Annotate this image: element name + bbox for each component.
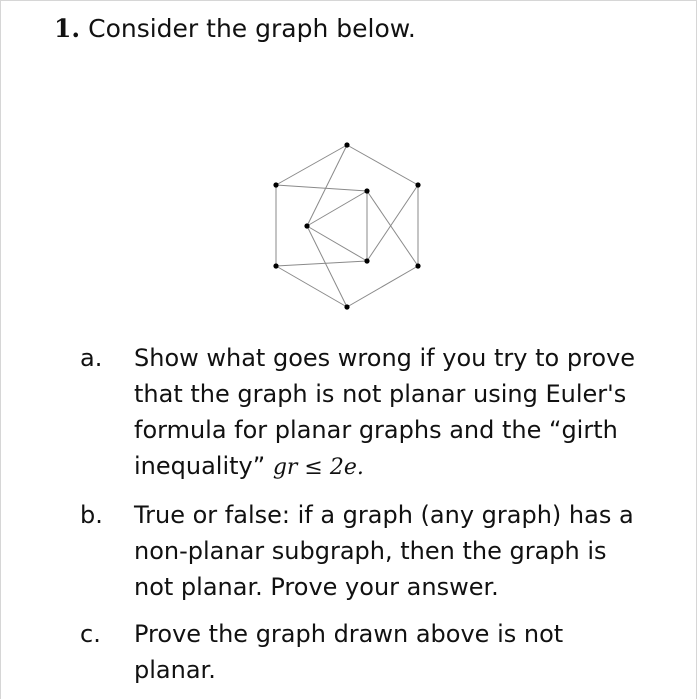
graph-vertex-top	[344, 142, 349, 147]
question-b-text: True or false: if a graph (any graph) has a non-planar subgraph, then the graph is not planar. Prove your answer.	[134, 501, 634, 601]
graph-vertex-inner-left	[304, 223, 309, 228]
graph-edge-upper-left-inner-top	[276, 185, 367, 191]
graph-edge-top-upper-right	[347, 145, 418, 185]
question-c-text: Prove the graph drawn above is not planar.	[134, 620, 564, 684]
graph-vertex-inner-top	[364, 188, 369, 193]
graph-edge-lower-right-inner-top	[367, 191, 418, 266]
question-a-label: a.	[80, 344, 103, 372]
graph-vertex-upper-left	[273, 182, 278, 187]
question-c-label: c.	[80, 620, 101, 648]
graph-vertex-inner-bottom	[364, 258, 369, 263]
graph-edge-upper-left-top	[276, 145, 347, 185]
graph-figure	[260, 130, 440, 320]
graph-edge-lower-left-inner-bottom	[276, 261, 367, 266]
problem-heading	[54, 14, 416, 44]
graph-edge-lower-right-bottom	[347, 266, 418, 307]
girth-inequality-formula: gr ≤ 2e.	[272, 455, 364, 480]
graph-edge-upper-right-inner-bottom	[367, 185, 418, 261]
graph-vertex-bottom	[344, 304, 349, 309]
question-b-label: b.	[80, 501, 103, 529]
question-a-body: Show what goes wrong if you try to prove that the graph is not planar using Euler's formula for planar graphs and the “girth inequality”	[134, 344, 636, 480]
problem-number: 1.	[54, 14, 81, 43]
graph-edges	[276, 145, 418, 307]
graph-vertex-lower-left	[273, 263, 278, 268]
graph-vertex-upper-right	[415, 182, 420, 187]
question-a-text	[134, 340, 644, 486]
graph-vertex-lower-right	[415, 263, 420, 268]
graph-vertices	[273, 142, 420, 309]
problem-prompt: Consider the graph below.	[88, 14, 416, 43]
